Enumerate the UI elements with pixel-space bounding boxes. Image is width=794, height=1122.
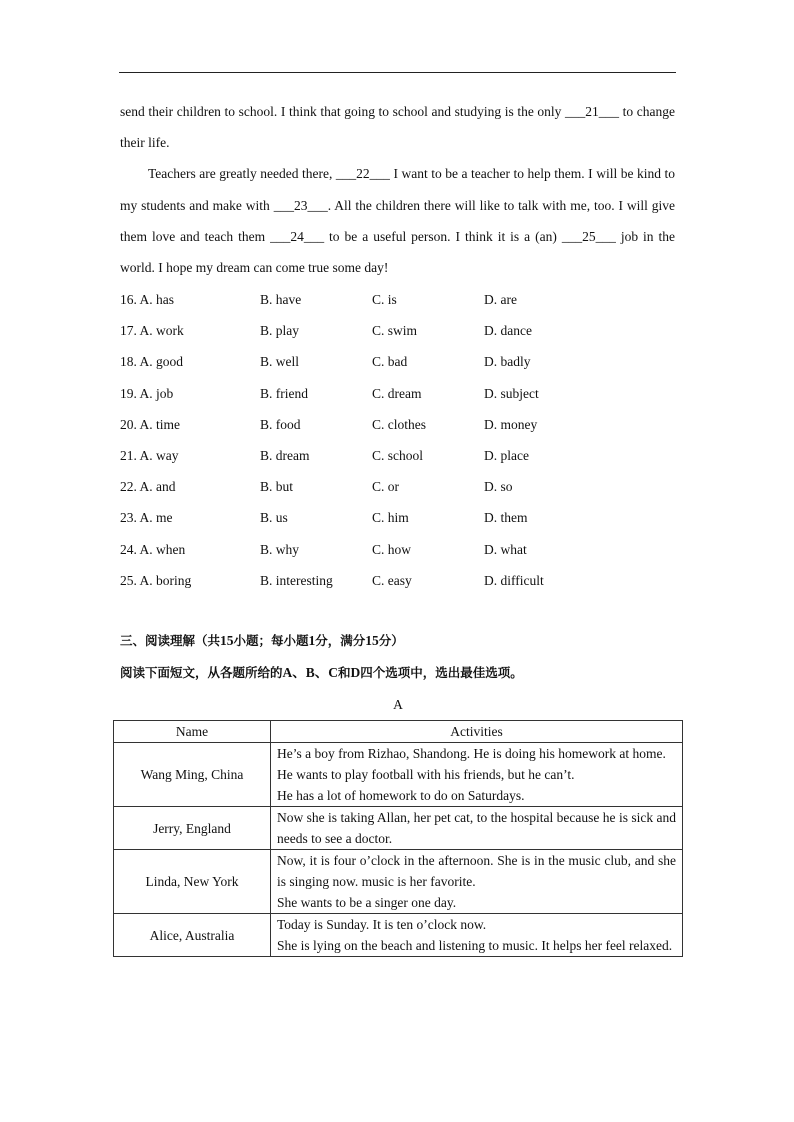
person-activities	[271, 807, 683, 850]
question-23	[120, 502, 680, 533]
option-a: 17. A. work	[120, 323, 184, 339]
option-b: B. us	[260, 510, 288, 526]
person-name: Alice, Australia	[114, 914, 271, 957]
option-b: B. food	[260, 416, 301, 432]
option-d: D. badly	[484, 354, 531, 370]
section-title-number: 1	[308, 633, 316, 648]
column-header-name: Name	[114, 721, 271, 743]
section-title-number: 15	[365, 633, 379, 648]
passage-text: . All the children there will like to talk with me, too. I will give them love and teach them	[120, 197, 676, 244]
option-c: C. swim	[372, 323, 418, 339]
option-c: C. school	[372, 447, 424, 463]
blank-24: ___24___	[270, 228, 325, 244]
option-a: 16. A. has	[120, 292, 174, 307]
option-a: 23. A. me	[120, 510, 173, 526]
question-16	[120, 284, 680, 315]
option-a: 19. A. job	[120, 385, 174, 401]
option-c: C. how	[372, 541, 412, 557]
activity-line: He’s a boy from Rizhao, Shandong. He is doing his homework at home.	[277, 746, 666, 761]
activity-line: She is lying on the beach and listening to music. It helps her feel relaxed.	[277, 938, 673, 953]
option-c: C. him	[372, 510, 409, 526]
person-name: Linda, New York	[114, 850, 271, 914]
person-activities	[271, 850, 683, 914]
option-b: B. well	[260, 354, 299, 370]
option-b: B. why	[260, 541, 300, 557]
passage-paragraph-1	[120, 96, 675, 158]
option-b: B. dream	[260, 447, 310, 463]
blank-23: ___23___	[273, 197, 328, 213]
passage-text: Teachers are greatly needed there,	[148, 166, 336, 182]
option-a: 25. A. boring	[120, 572, 192, 588]
option-c: C. is	[372, 292, 397, 307]
instruction-text: 四个选项中，选出最佳选项。	[360, 665, 523, 680]
activity-line: He wants to play football with his friends, but he can’t.	[277, 767, 575, 782]
question-18	[120, 346, 680, 377]
option-c: C. or	[372, 479, 399, 495]
section-title-text: 三、阅读理解（共	[120, 633, 221, 648]
option-d: D. place	[484, 447, 529, 463]
header-rule	[119, 72, 676, 73]
option-d: D. so	[484, 479, 513, 495]
option-a: 18. A. good	[120, 354, 184, 370]
person-activities	[271, 914, 683, 957]
option-b: B. interesting	[260, 572, 333, 588]
question-20	[120, 409, 680, 440]
passage-text: I want to be a teacher to help them. I will be kind to my students and make with	[120, 166, 675, 213]
activity-line: Now she is taking Allan, her pet cat, to the hospital because he is sick and needs to see a doctor.	[277, 810, 676, 846]
passage-text: job in the world. I hope my dream can come true some day!	[120, 228, 676, 276]
option-a: 24. A. when	[120, 541, 186, 557]
activity-line: Today is Sunday. It is ten o’clock now.	[277, 917, 487, 932]
question-17	[120, 315, 680, 346]
option-d: D. them	[484, 510, 528, 526]
person-activities	[271, 743, 683, 807]
option-d: D. are	[484, 292, 517, 307]
option-c: C. easy	[372, 572, 412, 588]
section-title	[120, 630, 404, 652]
section-title-number: 15	[220, 633, 234, 648]
passage-text: to be a useful person. I think it is a (an)	[324, 228, 562, 244]
answer-options	[120, 284, 680, 596]
column-header-activities: Activities	[271, 721, 683, 743]
instruction-letters: A、B、C	[282, 665, 339, 680]
question-21	[120, 440, 680, 471]
blank-25: ___25___	[561, 228, 616, 244]
table-header-row	[114, 721, 683, 743]
option-d: D. dance	[484, 323, 532, 339]
table-row	[114, 914, 683, 957]
option-b: B. but	[260, 479, 294, 495]
instruction-text: 和	[338, 665, 351, 680]
instruction-text: 阅读下面短文，从各题所给的	[120, 665, 283, 680]
question-22	[120, 471, 680, 502]
table-row	[114, 743, 683, 807]
blank-22: ___22___	[335, 166, 390, 182]
section-instructions	[120, 662, 523, 684]
option-a: 21. A. way	[120, 447, 179, 463]
question-19	[120, 378, 680, 409]
instruction-letters: D	[350, 665, 361, 680]
activities-table	[113, 720, 683, 957]
passage-label: A	[393, 697, 403, 712]
person-name: Wang Ming, China	[114, 743, 271, 807]
section-title-text: 分）	[378, 633, 404, 648]
option-c: C. bad	[372, 354, 408, 370]
option-a: 20. A. time	[120, 416, 180, 432]
passage-text: send their children to school. I think that going to school and studying is the only	[120, 104, 566, 119]
person-name: Jerry, England	[114, 807, 271, 850]
option-d: D. subject	[484, 385, 539, 401]
option-b: B. have	[260, 292, 302, 307]
activity-line: Now, it is four o’clock in the afternoon. She is in the music club, and she is singing now. music is her favorite.	[277, 853, 676, 889]
section-title-text: 分，满分	[315, 633, 366, 648]
passage-text: to change their life.	[120, 104, 675, 151]
option-a: 22. A. and	[120, 479, 176, 495]
table-row	[114, 850, 683, 914]
option-d: D. money	[484, 416, 538, 432]
option-d: D. difficult	[484, 572, 544, 588]
option-b: B. play	[260, 323, 299, 339]
cloze-passage	[120, 96, 675, 283]
question-24	[120, 534, 680, 565]
section-title-text: 小题；每小题	[233, 633, 309, 648]
option-d: D. what	[484, 541, 527, 557]
question-25	[120, 565, 680, 596]
activity-line: He has a lot of homework to do on Saturdays.	[277, 788, 525, 803]
blank-21: ___21___	[565, 104, 620, 119]
option-b: B. friend	[260, 385, 308, 401]
passage-paragraph-2	[120, 158, 675, 283]
option-c: C. clothes	[372, 416, 426, 432]
option-c: C. dream	[372, 385, 422, 401]
table-row	[114, 807, 683, 850]
activity-line: She wants to be a singer one day.	[277, 895, 457, 910]
